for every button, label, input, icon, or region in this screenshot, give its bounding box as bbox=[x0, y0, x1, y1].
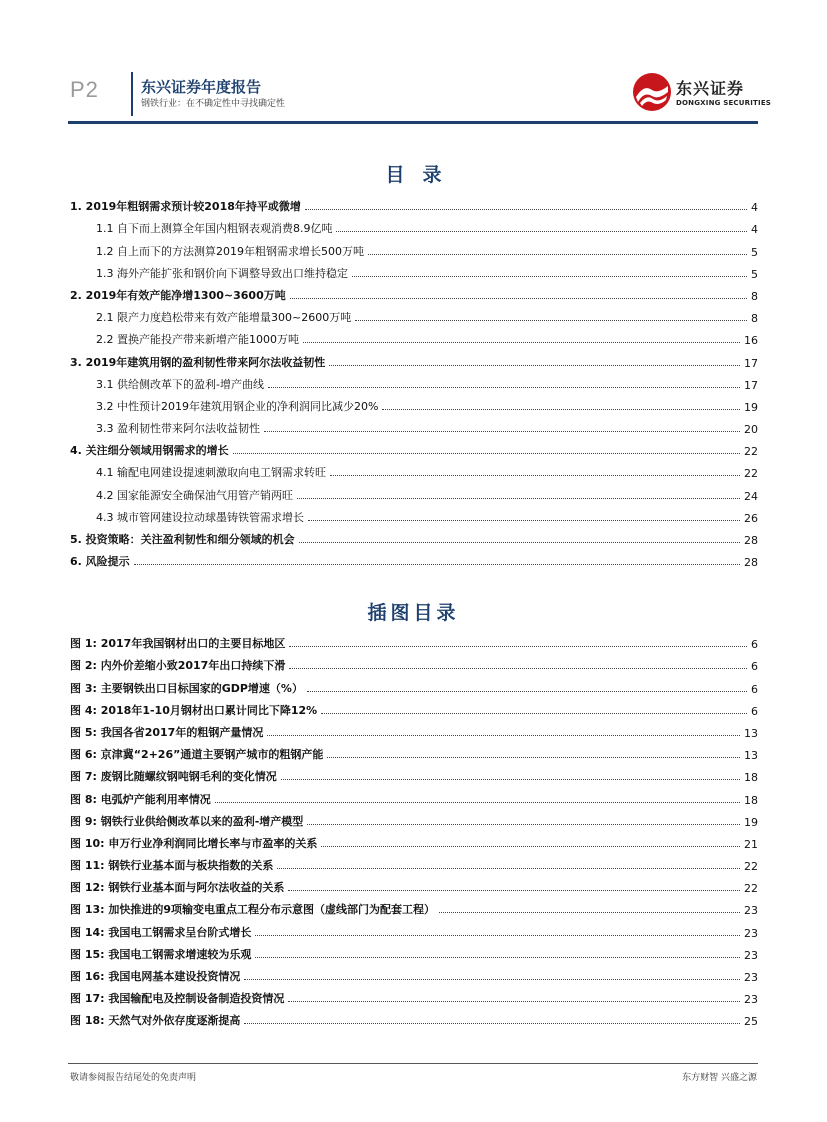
toc-entry-label: 2.1 限产力度趋松带来有效产能增量300~2600万吨 bbox=[96, 311, 352, 325]
toc-entry-page: 28 bbox=[744, 556, 758, 570]
figure-entry[interactable] bbox=[70, 829, 758, 851]
figure-entry-page: 6 bbox=[751, 638, 758, 652]
dot-leader bbox=[264, 430, 740, 432]
toc-entry-page: 26 bbox=[744, 511, 758, 525]
figure-entry-page: 6 bbox=[751, 704, 758, 718]
figure-entry[interactable] bbox=[70, 1006, 758, 1028]
dot-leader bbox=[299, 541, 740, 543]
figure-entry[interactable] bbox=[70, 651, 758, 673]
figure-entry[interactable] bbox=[70, 940, 758, 962]
dot-leader bbox=[307, 690, 747, 692]
figure-entry[interactable] bbox=[70, 740, 758, 762]
dot-leader bbox=[268, 386, 740, 388]
figure-entry[interactable] bbox=[70, 673, 758, 695]
figure-entry-label: 图 14: 我国电工钢需求呈台阶式增长 bbox=[70, 925, 252, 939]
figure-entry-page: 19 bbox=[744, 815, 758, 829]
toc-entry-label: 2. 2019年有效产能净增1300~3600万吨 bbox=[70, 288, 286, 302]
toc-entry-label: 1. 2019年粗钢需求预计较2018年持平或微增 bbox=[70, 200, 301, 214]
figure-entry[interactable] bbox=[70, 784, 758, 806]
toc-entry-page: 8 bbox=[751, 312, 758, 326]
figure-entry[interactable] bbox=[70, 807, 758, 829]
toc-entry-page: 19 bbox=[744, 400, 758, 414]
toc-entry-label: 1.3 海外产能扩张和钢价向下调整导致出口维持稳定 bbox=[96, 266, 348, 280]
toc-entry-page: 4 bbox=[751, 201, 758, 215]
toc-entry[interactable] bbox=[70, 214, 758, 236]
dot-leader bbox=[382, 408, 740, 410]
toc-entry-label: 3.1 供给侧改革下的盈利-增产曲线 bbox=[96, 377, 264, 391]
figure-entry-page: 23 bbox=[744, 971, 758, 984]
dot-leader bbox=[297, 497, 740, 499]
dot-leader bbox=[288, 1000, 740, 1002]
figure-entry-page: 22 bbox=[744, 860, 758, 874]
figure-entry-page: 6 bbox=[751, 682, 758, 696]
figure-entry-page: 13 bbox=[744, 749, 758, 763]
toc-entry-page: 8 bbox=[751, 289, 758, 303]
toc-entry[interactable] bbox=[70, 259, 758, 281]
toc-entry-page: 5 bbox=[751, 267, 758, 281]
dot-leader bbox=[289, 667, 747, 669]
figure-entry[interactable] bbox=[70, 895, 758, 917]
toc-entry-label: 2.2 置换产能投产带来新增产能1000万吨 bbox=[96, 333, 299, 347]
toc-entry-label: 4.1 输配电网建设提速刺激取向电工钢需求转旺 bbox=[96, 466, 326, 480]
toc-entry-label: 6. 风险提示 bbox=[70, 555, 130, 569]
toc-entry[interactable] bbox=[70, 392, 758, 414]
figure-entry-label: 图 7: 废钢比随螺纹钢吨钢毛利的变化情况 bbox=[70, 770, 277, 784]
dot-leader bbox=[352, 275, 747, 277]
toc-entry[interactable] bbox=[70, 503, 758, 525]
dot-leader bbox=[305, 208, 747, 210]
dot-leader bbox=[303, 341, 740, 343]
figure-entry-label: 图 2: 内外价差缩小致2017年出口持续下滑 bbox=[70, 659, 286, 673]
figure-entry[interactable] bbox=[70, 917, 758, 939]
dot-leader bbox=[321, 845, 740, 847]
figure-entry-label: 图 16: 我国电网基本建设投资情况 bbox=[70, 970, 241, 983]
figure-entry[interactable] bbox=[70, 984, 758, 1006]
dot-leader bbox=[281, 778, 740, 780]
toc-entry[interactable] bbox=[70, 281, 758, 303]
figure-entry[interactable] bbox=[70, 718, 758, 740]
toc-entry[interactable] bbox=[70, 370, 758, 392]
toc-entry[interactable] bbox=[70, 192, 758, 214]
page-header bbox=[0, 0, 827, 125]
dot-leader bbox=[439, 911, 740, 913]
figure-entry-label: 图 9: 钢铁行业供给侧改革以来的盈利-增产模型 bbox=[70, 814, 304, 828]
figure-entry-label: 图 15: 我国电工钢需求增速较为乐观 bbox=[70, 947, 252, 961]
figure-entry-page: 18 bbox=[744, 771, 758, 785]
page-number: P2 bbox=[70, 77, 99, 102]
toc-entry[interactable] bbox=[70, 414, 758, 436]
toc-entry-page: 20 bbox=[744, 423, 758, 437]
toc-entry-label: 4. 关注细分领域用钢需求的增长 bbox=[70, 444, 229, 458]
figure-entry[interactable] bbox=[70, 962, 758, 984]
figure-list bbox=[70, 629, 758, 1028]
toc-entry-label: 1.2 自上而下的方法测算2019年粗钢需求增长500万吨 bbox=[96, 244, 364, 258]
figure-entry-label: 图 6: 京津冀“2+26”通道主要钢产城市的粗钢产能 bbox=[70, 748, 324, 762]
toc-entry-label: 3.2 中性预计2019年建筑用钢企业的净利润同比减少20% bbox=[96, 399, 379, 413]
figure-entry-label: 图 5: 我国各省2017年的粗钢产量情况 bbox=[70, 725, 264, 739]
footer-rule bbox=[68, 1063, 758, 1064]
figure-entry-label: 图 17: 我国输配电及控制设备制造投资情况 bbox=[70, 992, 285, 1006]
toc-entry-label: 3.3 盈利韧性带来阿尔法收益韧性 bbox=[96, 422, 260, 436]
dot-leader bbox=[134, 563, 740, 565]
toc-entry-label: 3. 2019年建筑用钢的盈利韧性带来阿尔法收益韧性 bbox=[70, 355, 326, 369]
toc-entry[interactable] bbox=[70, 347, 758, 369]
figure-entry[interactable] bbox=[70, 873, 758, 895]
toc-entry-label: 4.3 城市管网建设拉动球墨铸铁管需求增长 bbox=[96, 510, 304, 524]
toc-entry-label: 4.2 国家能源安全确保油气用管产销两旺 bbox=[96, 488, 293, 502]
dot-leader bbox=[215, 801, 740, 803]
figure-entry-page: 25 bbox=[744, 1015, 758, 1029]
dot-leader bbox=[327, 756, 740, 758]
toc-entry-page: 5 bbox=[751, 245, 758, 259]
toc-entry-label: 5. 投资策略：关注盈利韧性和细分领域的机会 bbox=[70, 533, 295, 546]
dot-leader bbox=[308, 519, 740, 521]
toc-entry-label: 1.1 自下而上测算全年国内粗钢表观消费8.9亿吨 bbox=[96, 222, 333, 236]
toc-entry[interactable] bbox=[70, 436, 758, 458]
figure-list-title: 插图目录 bbox=[367, 602, 460, 624]
figure-entry-label: 图 13: 加快推进的9项输变电重点工程分布示意图（虚线部门为配套工程） bbox=[70, 903, 436, 917]
footer-slogan: 东方财智 兴盛之源 bbox=[682, 1073, 757, 1083]
figure-entry-page: 18 bbox=[744, 793, 758, 807]
toc-title: 目录 bbox=[385, 164, 460, 186]
dot-leader bbox=[267, 734, 740, 736]
dot-leader bbox=[355, 319, 747, 321]
figure-entry-label: 图 12: 钢铁行业基本面与阿尔法收益的关系 bbox=[70, 881, 285, 895]
toc-entry[interactable] bbox=[70, 547, 758, 569]
footer-disclaimer: 敬请参阅报告结尾处的免责声明 bbox=[70, 1073, 197, 1083]
figure-entry-label: 图 18: 天然气对外依存度逐渐提高 bbox=[70, 1014, 241, 1028]
figure-entry-label: 图 3: 主要钢铁出口目标国家的GDP增速（%） bbox=[70, 681, 303, 695]
figure-entry-page: 6 bbox=[751, 660, 758, 674]
toc-entry-page: 16 bbox=[744, 334, 758, 348]
toc-entry[interactable] bbox=[70, 303, 758, 325]
figure-entry-label: 图 4: 2018年1-10月钢材出口累计同比下降12% bbox=[70, 703, 318, 717]
toc-entry[interactable] bbox=[70, 458, 758, 480]
header-divider bbox=[131, 72, 133, 116]
figure-entry[interactable] bbox=[70, 762, 758, 784]
figure-entry[interactable] bbox=[70, 696, 758, 718]
figure-entry-page: 21 bbox=[744, 837, 758, 851]
figure-entry-page: 23 bbox=[744, 993, 758, 1007]
toc-entry-page: 17 bbox=[744, 356, 758, 370]
dot-leader bbox=[368, 253, 747, 255]
logo-text-en: DONGXING SECURITIES bbox=[676, 99, 772, 107]
dot-leader bbox=[290, 297, 747, 299]
dot-leader bbox=[329, 364, 740, 366]
dot-leader bbox=[255, 956, 740, 958]
figure-entry-page: 13 bbox=[744, 726, 758, 740]
dot-leader bbox=[277, 867, 740, 869]
figure-entry-page: 22 bbox=[744, 882, 758, 896]
header-rule bbox=[68, 121, 758, 124]
dot-leader bbox=[289, 645, 747, 647]
toc-entry[interactable] bbox=[70, 525, 758, 547]
report-title: 东兴证券年度报告 bbox=[141, 78, 262, 96]
toc-entry[interactable] bbox=[70, 325, 758, 347]
figure-entry-label: 图 8: 电弧炉产能利用率情况 bbox=[70, 792, 211, 806]
figure-entry[interactable] bbox=[70, 629, 758, 651]
dot-leader bbox=[255, 934, 740, 936]
figure-entry-page: 23 bbox=[744, 948, 758, 962]
toc-entry-page: 4 bbox=[751, 223, 758, 237]
toc-entry-page: 28 bbox=[744, 534, 758, 547]
logo-text-cn: 东兴证券 bbox=[676, 79, 745, 98]
figure-entry[interactable] bbox=[70, 851, 758, 873]
toc-entry-page: 22 bbox=[744, 445, 758, 459]
toc-entry-page: 24 bbox=[744, 489, 758, 503]
dot-leader bbox=[288, 889, 740, 891]
dot-leader bbox=[321, 712, 747, 714]
toc-entry-page: 22 bbox=[744, 467, 758, 481]
figure-entry-page: 23 bbox=[744, 904, 758, 918]
toc-list bbox=[70, 192, 758, 569]
report-subtitle: 钢铁行业：在不确定性中寻找确定性 bbox=[141, 99, 286, 109]
toc-entry[interactable] bbox=[70, 480, 758, 502]
figure-entry-page: 23 bbox=[744, 926, 758, 940]
figure-entry-label: 图 10: 申万行业净利润同比增长率与市盈率的关系 bbox=[70, 836, 318, 850]
toc-entry[interactable] bbox=[70, 236, 758, 258]
figure-entry-label: 图 11: 钢铁行业基本面与板块指数的关系 bbox=[70, 859, 274, 873]
toc-entry-page: 17 bbox=[744, 378, 758, 392]
dot-leader bbox=[336, 230, 747, 232]
dot-leader bbox=[330, 474, 740, 476]
dot-leader bbox=[233, 452, 740, 454]
figure-entry-label: 图 1: 2017年我国钢材出口的主要目标地区 bbox=[70, 637, 286, 651]
dot-leader bbox=[244, 978, 740, 980]
dot-leader bbox=[307, 823, 740, 825]
dot-leader bbox=[244, 1022, 740, 1024]
